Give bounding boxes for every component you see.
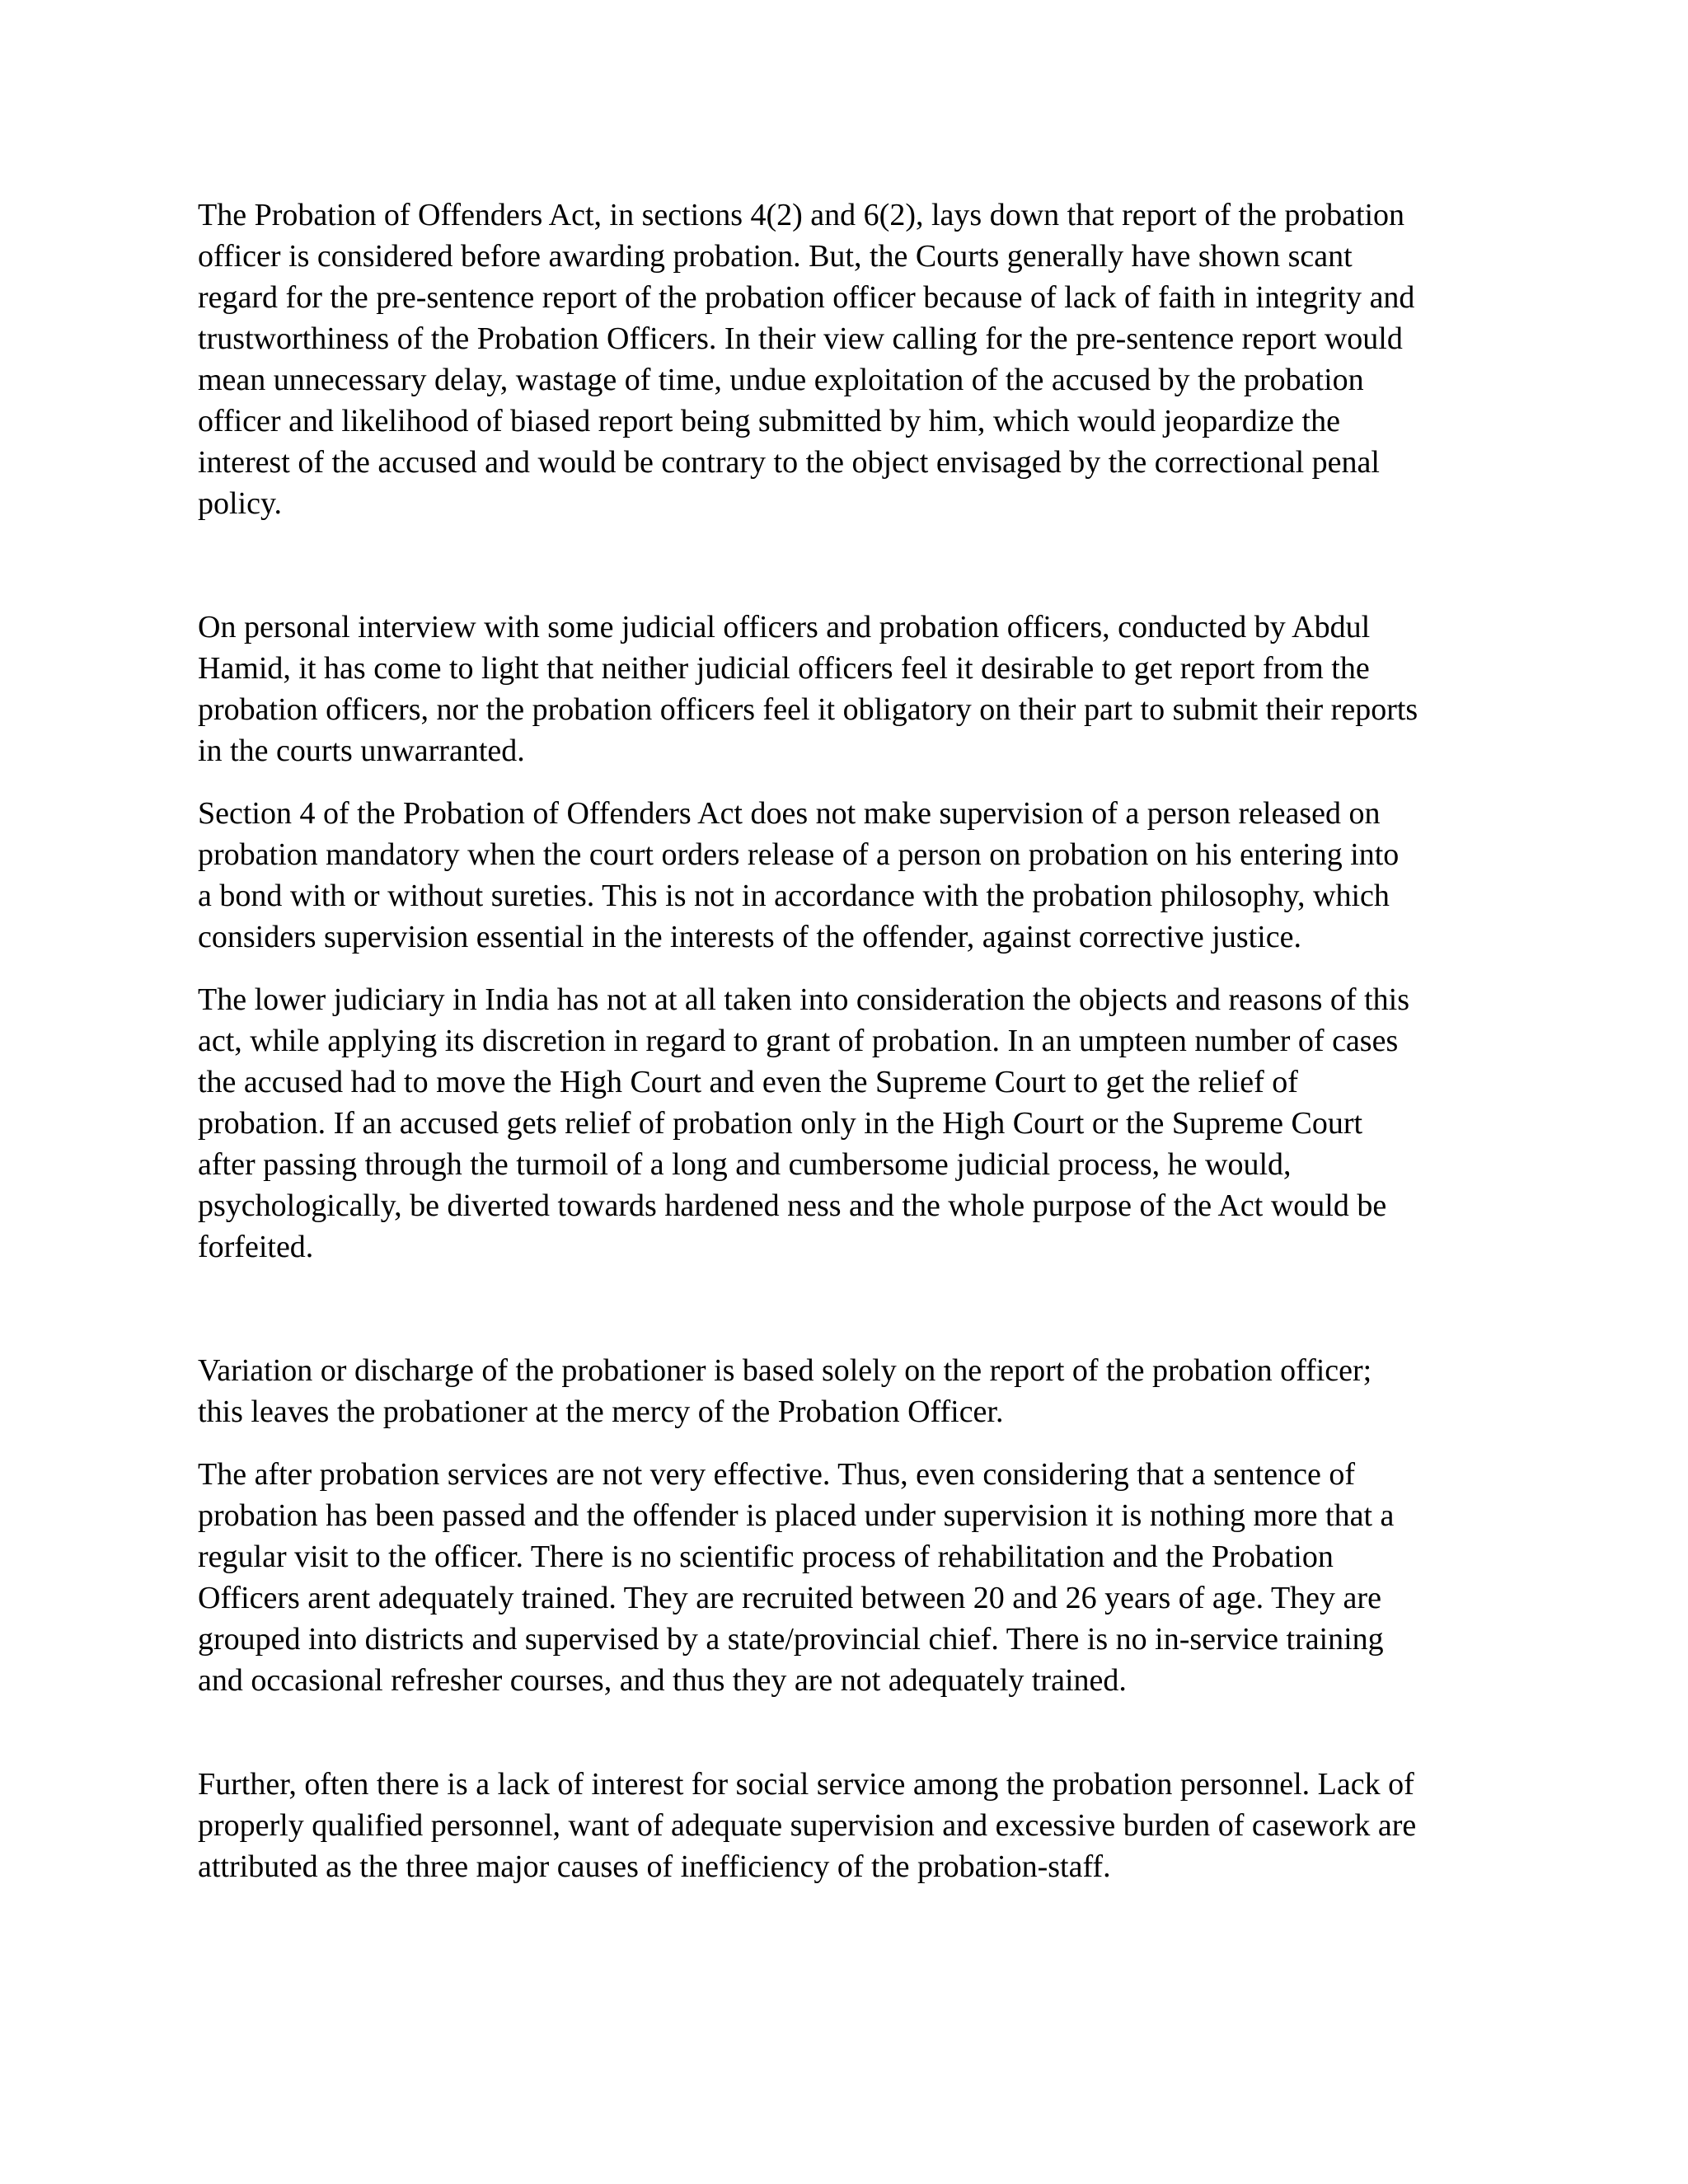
text-line: regard for the pre-sentence report of the probation officer because of lack of faith in integrity and	[198, 280, 1415, 315]
paragraph-section-4	[198, 793, 1500, 958]
paragraph-after-probation-services	[198, 1454, 1500, 1701]
text-line: act, while applying its discretion in regard to grant of probation. In an umpteen number of cases	[198, 1024, 1399, 1058]
paragraph-lack-of-interest	[198, 1764, 1500, 1887]
text-line: regular visit to the officer. There is no scientific process of rehabilitation and the Probation	[198, 1540, 1334, 1574]
paragraph-variation-discharge	[198, 1350, 1500, 1432]
text-line: officer and likelihood of biased report being submitted by him, which would jeopardize the	[198, 404, 1340, 438]
text-line: The after probation services are not very effective. Thus, even considering that a sentence of	[198, 1457, 1356, 1492]
text-line: after passing through the turmoil of a long and cumbersome judicial process, he would,	[198, 1147, 1292, 1182]
text-line: probation officers, nor the probation officers feel it obligatory on their part to submit their reports	[198, 692, 1418, 727]
text-line: probation mandatory when the court orders release of a person on probation on his entering into	[198, 837, 1400, 872]
text-line: probation has been passed and the offender is placed under supervision it is nothing more that a	[198, 1498, 1395, 1533]
text-line: the accused had to move the High Court and even the Supreme Court to get the relief of	[198, 1065, 1298, 1099]
text-line: Officers arent adequately trained. They are recruited between 20 and 26 years of age. They are	[198, 1581, 1381, 1615]
text-line: a bond with or without sureties. This is not in accordance with the probation philosophy, which	[198, 879, 1390, 913]
text-line: attributed as the three major causes of inefficiency of the probation-staff.	[198, 1849, 1111, 1884]
text-line: interest of the accused and would be contrary to the object envisaged by the correctional penal	[198, 445, 1380, 480]
paragraph-presentence-report	[198, 194, 1500, 524]
text-line: properly qualified personnel, want of adequate supervision and excessive burden of casework are	[198, 1808, 1417, 1843]
text-line: officer is considered before awarding probation. But, the Courts generally have shown scant	[198, 239, 1353, 274]
text-line: policy.	[198, 486, 283, 521]
text-line: forfeited.	[198, 1230, 314, 1264]
text-line: and occasional refresher courses, and thus they are not adequately trained.	[198, 1663, 1127, 1698]
text-line: in the courts unwarranted.	[198, 733, 525, 768]
text-line: probation. If an accused gets relief of probation only in the High Court or the Supreme Court	[198, 1106, 1363, 1141]
text-line: grouped into districts and supervised by a state/provincial chief. There is no in-service training	[198, 1622, 1384, 1657]
text-line: Hamid, it has come to light that neither judicial officers feel it desirable to get report from the	[198, 651, 1370, 686]
text-line: On personal interview with some judicial officers and probation officers, conducted by Abdul	[198, 610, 1371, 644]
text-line: trustworthiness of the Probation Officers. In their view calling for the pre-sentence report would	[198, 321, 1403, 356]
text-line: this leaves the probationer at the mercy of the Probation Officer.	[198, 1394, 1004, 1429]
text-line: Further, often there is a lack of interest for social service among the probation personnel. Lack of	[198, 1767, 1414, 1802]
text-line: considers supervision essential in the interests of the offender, against corrective justice.	[198, 920, 1301, 954]
paragraph-lower-judiciary	[198, 979, 1500, 1268]
paragraph-personal-interview	[198, 607, 1500, 771]
text-line: psychologically, be diverted towards hardened ness and the whole purpose of the Act would be	[198, 1188, 1387, 1223]
text-line: Variation or discharge of the probationer is based solely on the report of the probation officer;	[198, 1353, 1372, 1388]
text-line: The lower judiciary in India has not at all taken into consideration the objects and reasons of this	[198, 982, 1409, 1017]
text-line: The Probation of Offenders Act, in sections 4(2) and 6(2), lays down that report of the probation	[198, 198, 1405, 232]
text-line: Section 4 of the Probation of Offenders Act does not make supervision of a person released on	[198, 796, 1381, 831]
text-line: mean unnecessary delay, wastage of time, undue exploitation of the accused by the probation	[198, 363, 1364, 397]
